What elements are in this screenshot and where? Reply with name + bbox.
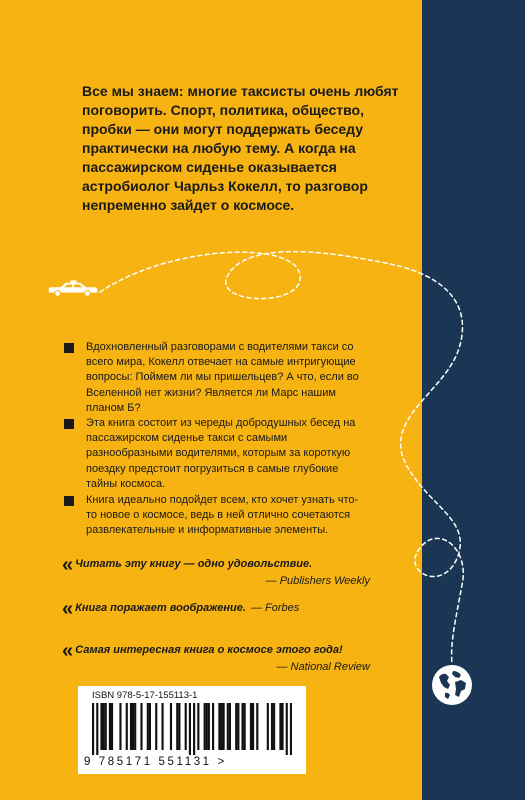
barcode-bar bbox=[273, 703, 275, 750]
barcode-bar bbox=[105, 703, 107, 750]
barcode-bar bbox=[281, 703, 283, 750]
barcode-bar bbox=[103, 703, 105, 750]
barcode-bar bbox=[176, 703, 178, 750]
barcode-bar bbox=[178, 703, 180, 750]
barcode-bar bbox=[218, 703, 220, 750]
barcode-bar bbox=[185, 703, 187, 750]
barcode-bar bbox=[223, 703, 225, 750]
quote-text: Книга поражает воображение. bbox=[75, 602, 246, 614]
barcode-bar bbox=[267, 703, 269, 750]
quote-text: Самая интересная книга о космосе этого года! bbox=[75, 644, 343, 656]
barcode-bar bbox=[111, 703, 113, 750]
quote-source: — National Review bbox=[276, 661, 370, 673]
barcode-bar bbox=[126, 703, 128, 750]
barcode-bar bbox=[170, 703, 172, 750]
taxi-car-icon bbox=[46, 280, 100, 298]
barcode-bar bbox=[229, 703, 231, 750]
barcode-bar bbox=[235, 703, 237, 750]
barcode-bar bbox=[132, 703, 134, 750]
barcode-bar bbox=[241, 703, 243, 750]
bullet-square-icon bbox=[64, 419, 74, 429]
barcode-bars bbox=[92, 703, 292, 755]
isbn-label: ISBN 978-5-17-155113-1 bbox=[92, 690, 198, 701]
barcode-bar bbox=[204, 703, 206, 750]
intro-paragraph: Все мы знаем: многие таксисты очень любят поговорить. Спорт, политика, общество, пробки — они могут поддержать беседу практически на любую тему. А когда на пассажирском сиденье оказывается астробиолог Чарльз Кокелл, то разговор непременно зайдет о космосе. bbox=[82, 83, 399, 213]
bullet-item bbox=[64, 416, 364, 492]
barcode-bar bbox=[279, 703, 281, 750]
barcode-bar bbox=[244, 703, 246, 750]
barcode-bar bbox=[96, 703, 98, 755]
barcode-bar bbox=[227, 703, 229, 750]
barcode-bar bbox=[155, 703, 157, 750]
barcode-bar bbox=[197, 703, 199, 750]
barcode-bar bbox=[119, 703, 121, 750]
barcode-bar bbox=[161, 703, 163, 750]
quote-mark-icon: « bbox=[62, 554, 72, 576]
barcode-bar bbox=[286, 703, 288, 755]
barcode-number: 9 785171 551131 > bbox=[84, 756, 227, 768]
barcode-bar bbox=[109, 703, 111, 750]
barcode-bar bbox=[290, 703, 292, 755]
barcode-bar bbox=[149, 703, 151, 750]
barcode-bar bbox=[130, 703, 132, 750]
barcode-bar bbox=[147, 703, 149, 750]
quote-text: Читать эту книгу — одно удовольствие. bbox=[75, 558, 313, 570]
bullet-square-icon bbox=[64, 343, 74, 353]
isbn-barcode bbox=[78, 686, 306, 774]
barcode-bar bbox=[92, 703, 94, 755]
barcode-bar bbox=[220, 703, 222, 750]
bullet-text: Книга идеально подойдет всем, кто хочет узнать что-то новое о космосе, ведь в ней отлично сочетаются развлекательные и информативные элементы. bbox=[86, 494, 359, 537]
barcode-bar bbox=[193, 703, 195, 755]
bullet-item bbox=[64, 340, 364, 416]
barcode-bar bbox=[189, 703, 191, 755]
bullet-square-icon bbox=[64, 496, 74, 506]
barcode-bar bbox=[256, 703, 258, 750]
quote-mark-icon: « bbox=[62, 598, 72, 620]
barcode-bar bbox=[208, 703, 210, 750]
quote-mark-icon: « bbox=[62, 640, 72, 662]
barcode-bar bbox=[134, 703, 136, 750]
bullet-text: Эта книга состоит из череды добродушных бесед на пассажирском сиденье такси с самыми разнообразными водителями, которым за короткую поездку предстоит погрузиться в самые глубокие тайны космоса. bbox=[86, 417, 356, 490]
barcode-bar bbox=[237, 703, 239, 750]
quote-source: — Forbes bbox=[250, 602, 300, 614]
review-quote bbox=[62, 640, 382, 675]
barcode-bar bbox=[212, 703, 214, 750]
bullet-text: Вдохновленный разговорами с водителями такси со всего мира, Кокелл отвечает на самые интригующие вопросы: Поймем ли мы пришельцев? А что, если во Вселенной нет жизни? Является ли Марс нашим планом Б? bbox=[86, 341, 359, 414]
quote-source: — Publishers Weekly bbox=[265, 575, 370, 587]
review-quote bbox=[62, 554, 382, 589]
barcode-bar bbox=[271, 703, 273, 750]
review-quote bbox=[62, 598, 382, 620]
barcode-bar bbox=[140, 703, 142, 750]
barcode-bar bbox=[100, 703, 102, 750]
globe-icon bbox=[431, 664, 473, 706]
barcode-bar bbox=[252, 703, 254, 750]
barcode-bar bbox=[250, 703, 252, 750]
bullet-item bbox=[64, 493, 364, 539]
barcode-bar bbox=[206, 703, 208, 750]
